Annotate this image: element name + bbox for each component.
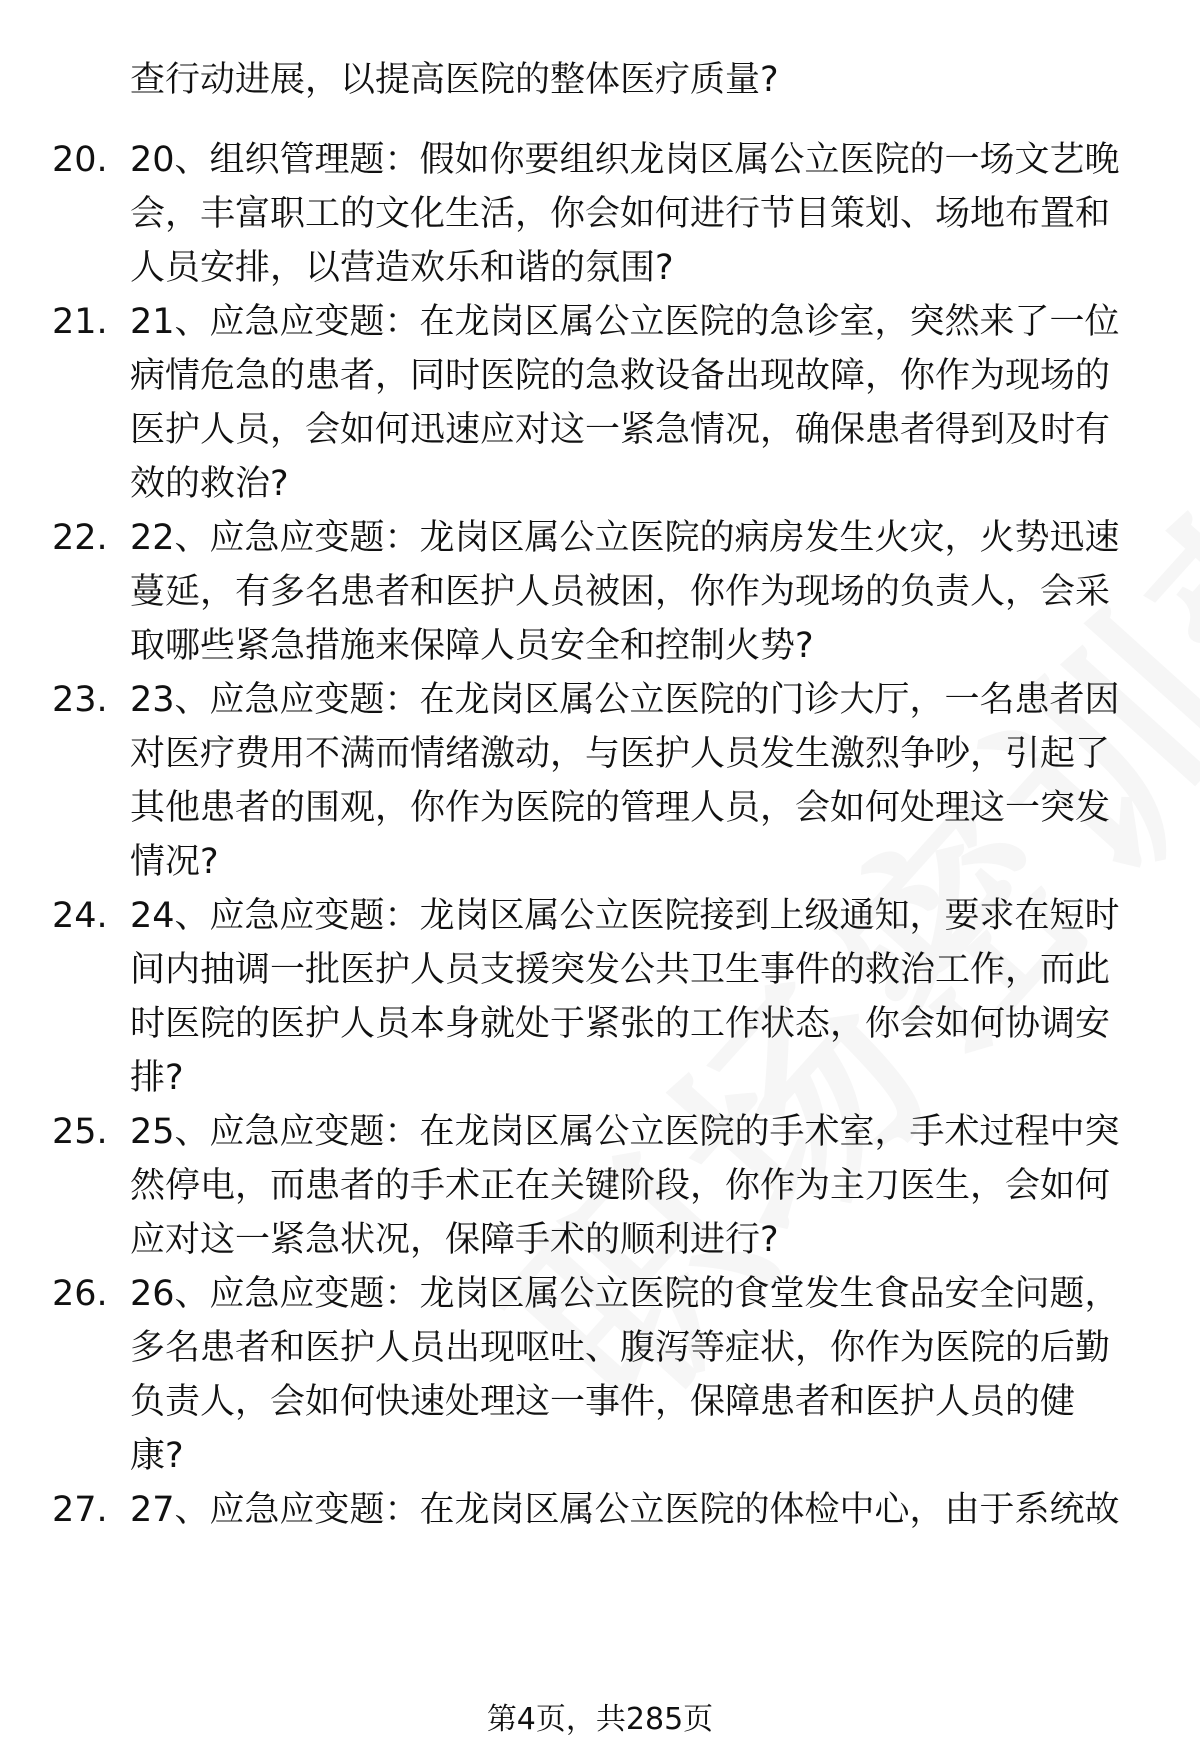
item-number: 27. <box>52 1490 108 1530</box>
item-line: 然停电，而患者的手术正在关键阶段，你作为主刀医生，会如何 <box>130 1166 1111 1206</box>
item-line: 应对这一紧急状况，保障手术的顺利进行? <box>130 1220 779 1260</box>
item-number: 26. <box>52 1274 108 1314</box>
item-number: 25. <box>52 1112 108 1152</box>
item-number: 21. <box>52 302 108 342</box>
item-line: 排? <box>130 1058 184 1098</box>
item-number: 24. <box>52 896 108 936</box>
item-line: 医护人员，会如何迅速应对这一紧急情况，确保患者得到及时有 <box>130 410 1111 450</box>
item-line: 情况? <box>130 842 219 882</box>
item-line: 时医院的医护人员本身就处于紧张的工作状态，你会如何协调安 <box>130 1004 1111 1044</box>
item-line: 效的救治? <box>130 464 289 504</box>
item-line: 22、应急应变题：龙岗区属公立医院的病房发生火灾，火势迅速 <box>130 518 1120 558</box>
continuation-line: 查行动进展，以提高医院的整体医疗质量? <box>130 60 779 100</box>
item-line: 23、应急应变题：在龙岗区属公立医院的门诊大厅，一名患者因 <box>130 680 1120 720</box>
item-line: 26、应急应变题：龙岗区属公立医院的食堂发生食品安全问题， <box>130 1274 1120 1314</box>
item-line: 多名患者和医护人员出现呕吐、腹泻等症状，你作为医院的后勤 <box>130 1328 1111 1368</box>
item-line: 人员安排，以营造欢乐和谐的氛围? <box>130 248 674 288</box>
item-line: 21、应急应变题：在龙岗区属公立医院的急诊室，突然来了一位 <box>130 302 1120 342</box>
item-number: 22. <box>52 518 108 558</box>
item-line: 取哪些紧急措施来保障人员安全和控制火势? <box>130 626 814 666</box>
item-line: 24、应急应变题：龙岗区属公立医院接到上级通知，要求在短时 <box>130 896 1120 936</box>
item-line: 其他患者的围观，你作为医院的管理人员，会如何处理这一突发 <box>130 788 1111 828</box>
item-line: 20、组织管理题：假如你要组织龙岗区属公立医院的一场文艺晚 <box>130 140 1120 180</box>
item-line: 25、应急应变题：在龙岗区属公立医院的手术室，手术过程中突 <box>130 1112 1120 1152</box>
item-number: 20. <box>52 140 108 180</box>
item-line: 负责人，会如何快速处理这一事件，保障患者和医护人员的健 <box>130 1382 1076 1422</box>
item-line: 康? <box>130 1436 184 1476</box>
item-line: 27、应急应变题：在龙岗区属公立医院的体检中心，由于系统故 <box>130 1490 1120 1530</box>
item-line: 蔓延，有多名患者和医护人员被困，你作为现场的负责人，会采 <box>130 572 1111 612</box>
item-line: 病情危急的患者，同时医院的急救设备出现故障，你作为现场的 <box>130 356 1111 396</box>
item-line: 会，丰富职工的文化生活，你会如何进行节目策划、场地布置和 <box>130 194 1111 234</box>
item-line: 对医疗费用不满而情绪激动，与医护人员发生激烈争吵，引起了 <box>130 734 1111 774</box>
page-footer: 第4页，共285页 <box>486 1702 714 1737</box>
item-number: 23. <box>52 680 108 720</box>
item-line: 间内抽调一批医护人员支援突发公共卫生事件的救治工作，而此 <box>130 950 1111 990</box>
